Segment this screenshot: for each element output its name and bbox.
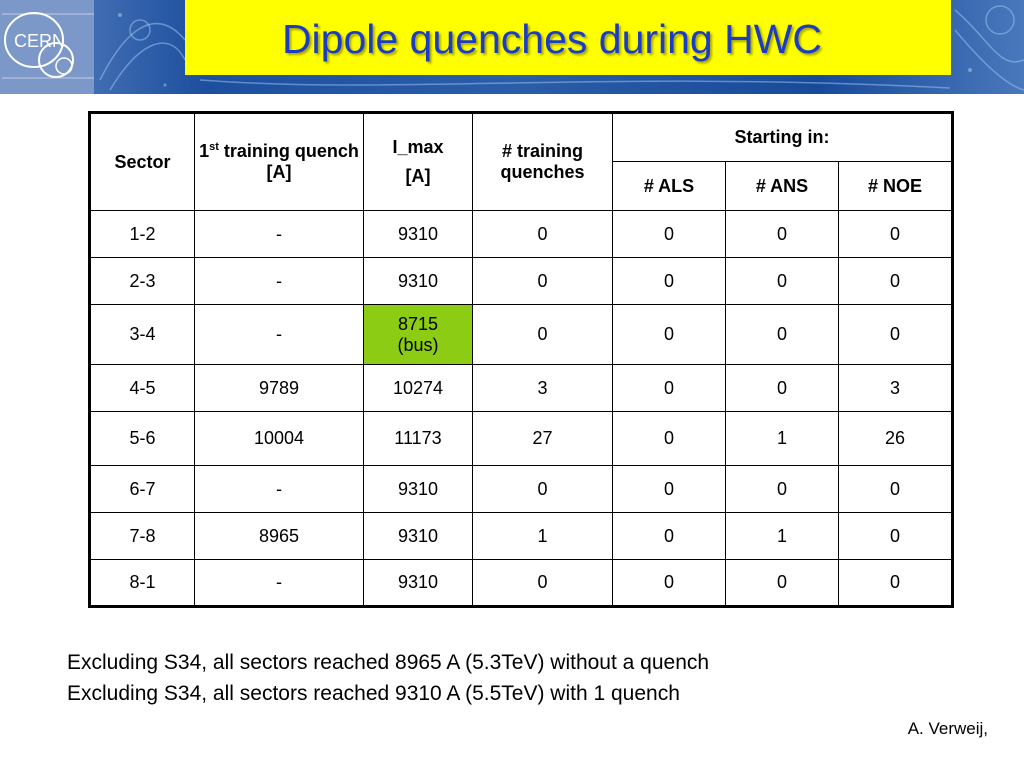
header-als: # ALS (613, 162, 726, 211)
table-row (90, 466, 953, 513)
cell-training: 0 (473, 211, 613, 258)
author-credit: A. Verweij, (907, 719, 988, 738)
title-box (185, 0, 951, 75)
cell-training: 0 (473, 258, 613, 305)
cell-sector: 7-8 (90, 513, 195, 560)
cell-noe: 3 (839, 365, 953, 412)
header-training-quenches: # training quenches (473, 113, 613, 211)
cell-ans: 1 (726, 412, 839, 466)
cell-noe: 0 (839, 305, 953, 365)
cell-first: - (195, 211, 364, 258)
note-line: Excluding S34, all sectors reached 8965 A (5.3TeV) without a quench (67, 651, 710, 674)
header-ans: # ANS (726, 162, 839, 211)
cell-ans: 0 (726, 211, 839, 258)
table-row (90, 365, 953, 412)
cell-imax: 9310 (364, 560, 473, 607)
cell-first: - (195, 560, 364, 607)
header-banner (0, 0, 1024, 94)
cell-als: 0 (613, 412, 726, 466)
cell-sector: 6-7 (90, 466, 195, 513)
cell-training: 1 (473, 513, 613, 560)
cell-als: 0 (613, 365, 726, 412)
header-first-training-num: 1 (199, 141, 210, 161)
cell-training: 27 (473, 412, 613, 466)
cell-sector: 3-4 (90, 305, 195, 365)
cell-first: - (195, 466, 364, 513)
header-sector: Sector (90, 113, 195, 211)
cell-first: - (195, 305, 364, 365)
table-row (90, 211, 953, 258)
cell-imax: 9310 (364, 466, 473, 513)
cell-imax: 9310 (364, 211, 473, 258)
cell-training: 0 (473, 560, 613, 607)
header-noe: # NOE (839, 162, 953, 211)
cell-als: 0 (613, 258, 726, 305)
header-imax-line1: I_max (392, 137, 444, 157)
cell-noe: 0 (839, 258, 953, 305)
header-starting-in: Starting in: (613, 113, 953, 162)
header-first-training-sup: st (209, 141, 219, 153)
table-row (90, 305, 953, 365)
cell-imax: 9310 (364, 513, 473, 560)
cell-ans: 0 (726, 305, 839, 365)
cell-ans: 1 (726, 513, 839, 560)
cell-noe: 0 (839, 560, 953, 607)
cell-imax-highlighted (364, 305, 473, 365)
cell-first: 10004 (195, 412, 364, 466)
header-imax-line2: [A] (405, 166, 431, 186)
cell-first: 9789 (195, 365, 364, 412)
header-first-training (195, 113, 364, 211)
cell-sector: 1-2 (90, 211, 195, 258)
cell-sector: 4-5 (90, 365, 195, 412)
cern-logo (0, 0, 94, 94)
cell-training: 0 (473, 466, 613, 513)
table-row (90, 412, 953, 466)
header-imax (364, 113, 473, 211)
cell-als: 0 (613, 211, 726, 258)
cell-als: 0 (613, 513, 726, 560)
cell-als: 0 (613, 560, 726, 607)
cell-als: 0 (613, 305, 726, 365)
cell-imax: 9310 (364, 258, 473, 305)
cern-logo-icon (0, 0, 94, 94)
cell-imax: 11173 (364, 412, 473, 466)
quench-table (88, 111, 954, 608)
cell-ans: 0 (726, 365, 839, 412)
cell-sector: 8-1 (90, 560, 195, 607)
cell-noe: 0 (839, 466, 953, 513)
cell-training: 0 (473, 305, 613, 365)
cell-noe: 0 (839, 513, 953, 560)
cell-ans: 0 (726, 466, 839, 513)
cell-first: - (195, 258, 364, 305)
cell-imax-note: (bus) (397, 334, 439, 355)
table-row (90, 513, 953, 560)
table-row (90, 258, 953, 305)
notes (67, 647, 709, 709)
table-row (90, 560, 953, 607)
note-line: Excluding S34, all sectors reached 9310 A (5.5TeV) with 1 quench (67, 682, 680, 705)
cell-noe: 26 (839, 412, 953, 466)
cell-ans: 0 (726, 560, 839, 607)
cell-training: 3 (473, 365, 613, 412)
cell-noe: 0 (839, 211, 953, 258)
cell-sector: 2-3 (90, 258, 195, 305)
cell-als: 0 (613, 466, 726, 513)
cell-first: 8965 (195, 513, 364, 560)
cell-ans: 0 (726, 258, 839, 305)
cell-sector: 5-6 (90, 412, 195, 466)
header-first-training-text: training quench [A] (218, 141, 359, 182)
cell-imax-value: 8715 (397, 313, 439, 334)
cern-logo-text: CERN (14, 31, 66, 51)
cell-imax: 10274 (364, 365, 473, 412)
page-title: Dipole quenches during HWC (281, 16, 823, 62)
